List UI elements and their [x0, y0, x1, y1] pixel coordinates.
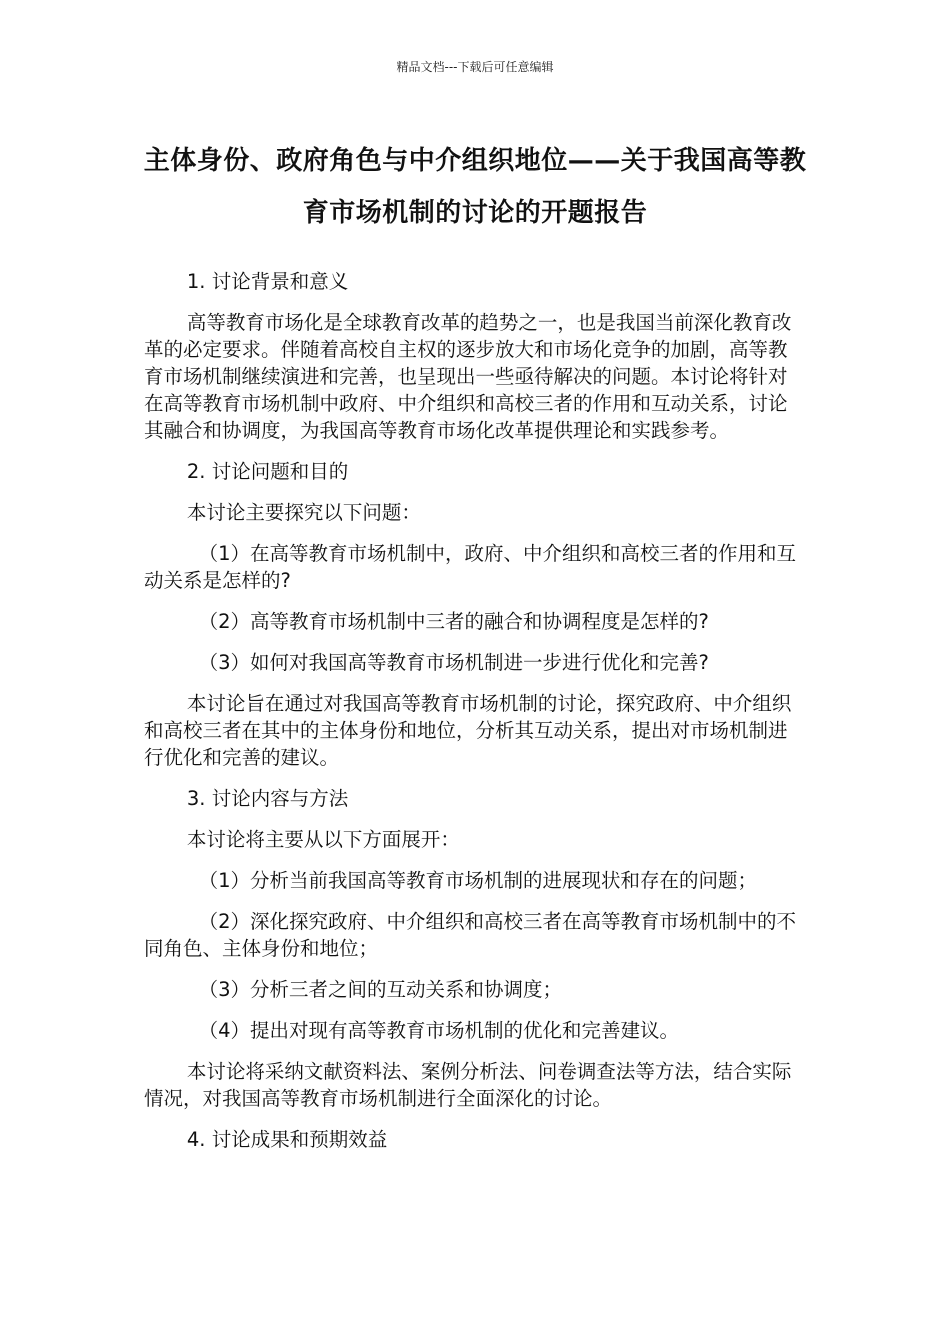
document-body [144, 268, 806, 1153]
section-heading: 3. 讨论内容与方法 [186, 787, 349, 810]
list-item: （3）如何对我国高等教育市场机制进一步进行优化和完善? [198, 651, 709, 674]
list-item: （4）提出对现有高等教育市场机制的优化和完善建议。 [198, 1019, 680, 1042]
document-title: 主体身份、政府角色与中介组织地位——关于我国高等教育市场机制的讨论的开题报告 [143, 146, 807, 228]
list-item: （2）高等教育市场机制中三者的融合和协调程度是怎样的? [198, 610, 709, 633]
paragraph: 本讨论主要探究以下问题： [186, 501, 421, 524]
paragraph: 本讨论将主要从以下方面展开： [186, 828, 460, 851]
paragraph: 高等教育市场化是全球教育改革的趋势之一，也是我国当前深化教育改革的必定要求。伴随着高校自主权的逐步放大和市场化竞争的加剧，高等教育市场机制继续演进和完善，也呈现出一些亟待解决的问题。本讨论将针对在高等教育市场机制中政府、中介组织和高校三者的作用和互动关系，讨论其融合和协调度，为我国高等教育市场化改革提供理论和实践参考。 [144, 311, 792, 442]
paragraph: 本讨论将采纳文献资料法、案例分析法、问卷调查法等方法，结合实际情况，对我国高等教育市场机制进行全面深化的讨论。 [144, 1060, 792, 1110]
section-heading: 1. 讨论背景和意义 [186, 270, 349, 293]
list-item: （1）在高等教育市场机制中，政府、中介组织和高校三者的作用和互动关系是怎样的? [144, 542, 797, 592]
page-header: 精品文档---下载后可任意编辑 [396, 60, 554, 74]
list-item: （3）分析三者之间的互动关系和协调度； [198, 978, 563, 1001]
paragraph: 本讨论旨在通过对我国高等教育市场机制的讨论，探究政府、中介组织和高校三者在其中的主体身份和地位，分析其互动关系，提出对市场机制进行优化和完善的建议。 [144, 692, 792, 769]
list-item: （1）分析当前我国高等教育市场机制的进展现状和存在的问题； [198, 869, 758, 892]
section-heading: 2. 讨论问题和目的 [186, 460, 349, 483]
section-heading: 4. 讨论成果和预期效益 [186, 1128, 388, 1151]
list-item: （2）深化探究政府、中介组织和高校三者在高等教育市场机制中的不同角色、主体身份和地位； [144, 910, 797, 960]
